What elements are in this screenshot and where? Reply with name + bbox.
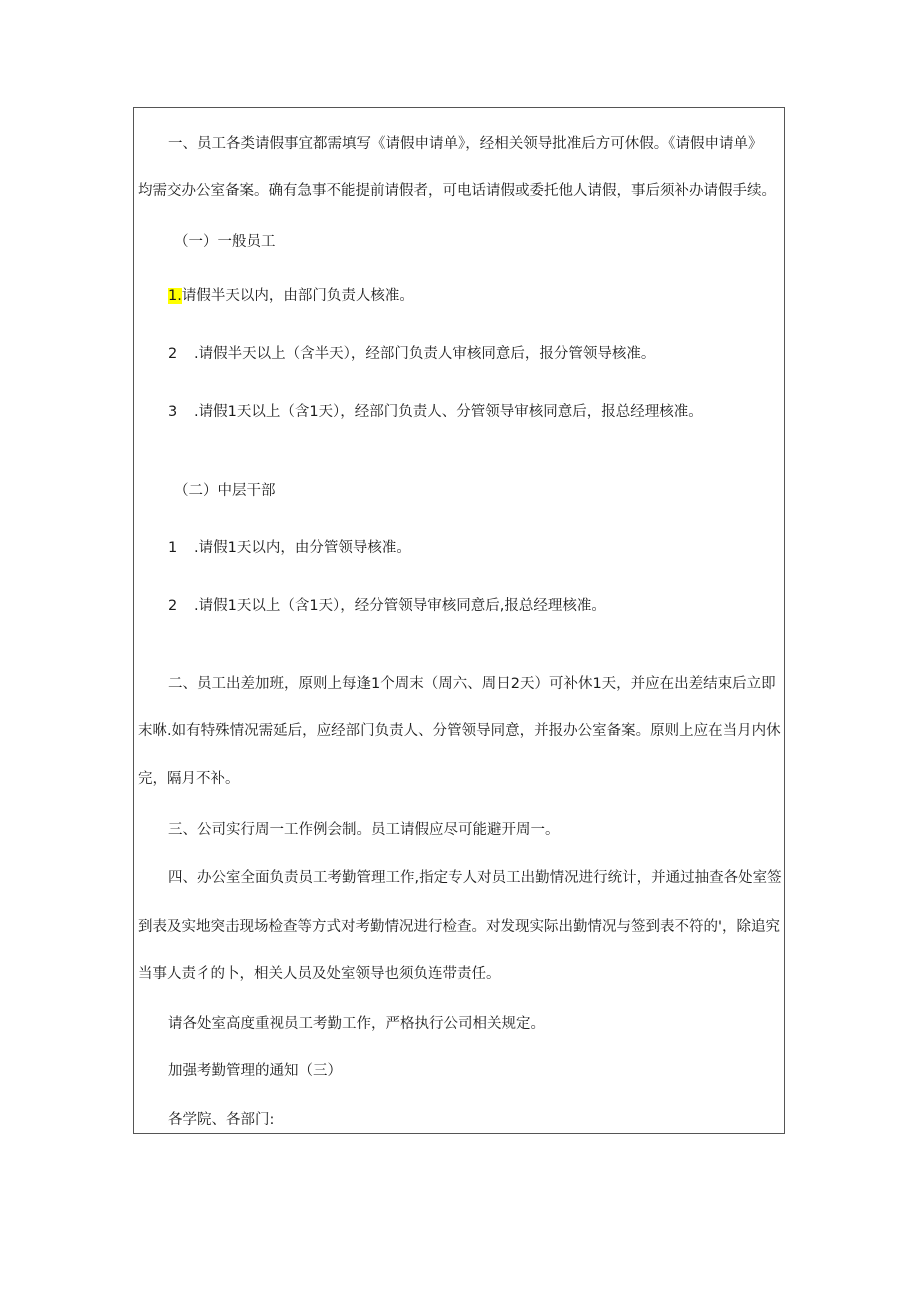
item-number: 1 xyxy=(168,540,178,556)
item-text: .请假半天以上（含半天），经部门负责人审核同意后，报分管领导核准。 xyxy=(194,346,656,362)
paragraph-1-line-1: 一、员工各类请假事宜都需填写《请假申请单》，经相关领导批准后方可休假。《请假申请单》 xyxy=(168,136,763,152)
paragraph-5: 请各处室高度重视员工考勤工作，严格执行公司相关规定。 xyxy=(168,1016,545,1032)
section-2-item-2 xyxy=(134,596,606,616)
item-text: 请假半天以内，由部门负责人核准。 xyxy=(181,288,414,304)
item-text: .请假1天以上（含1天），经部门负责人、分管领导审核同意后，报总经理核准。 xyxy=(194,404,703,420)
section-1-item-3 xyxy=(134,402,703,422)
paragraph-3: 三、公司实行周一工作例会制。员工请假应尽可能避开周一。 xyxy=(168,822,560,838)
section-1-item-2 xyxy=(134,344,655,364)
item-number: 3 xyxy=(168,404,178,420)
salutation: 各学院、各部门: xyxy=(168,1112,275,1128)
paragraph-4-line-1: 四、办公室全面负责员工考勤管理工作,指定专人对员工出勤情况进行统计，并通过抽查各处室签 xyxy=(168,870,782,886)
paragraph-2-line-3: 完，隔月不补。 xyxy=(138,771,240,787)
paragraph-1-line-2: 均需交办公室备案。确有急事不能提前请假者，可电话请假或委托他人请假，事后须补办请假手续。 xyxy=(138,183,776,199)
next-notice-heading: 加强考勤管理的通知（三） xyxy=(168,1063,342,1079)
paragraph-2-line-2: 末咻.如有特殊情况需延后，应经部门负责人、分管领导同意，并报办公室备案。原则上应在当月内休 xyxy=(138,723,781,739)
section-1-item-1 xyxy=(134,286,414,306)
paragraph-4-line-2: 到表及实地突击现场检查等方式对考勤情况进行检查。对发现实际出勤情况与签到表不符的'，除追究 xyxy=(138,919,780,935)
section-1-title: （一）一般员工 xyxy=(174,234,276,250)
paragraph-2-line-1: 二、员工出差加班，原则上每逢1个周末（周六、周日2天）可补休1天，并应在出差结束后立即 xyxy=(168,676,776,692)
item-number: 2 xyxy=(168,598,178,614)
section-2-item-1 xyxy=(134,538,411,558)
item-number: 2 xyxy=(168,346,178,362)
item-text: .请假1天以上（含1天），经分管领导审核同意后,报总经理核准。 xyxy=(194,598,606,614)
item-number-highlight: 1. xyxy=(168,288,182,304)
item-text: .请假1天以内，由分管领导核准。 xyxy=(194,540,411,556)
paragraph-4-line-3: 当事人责彳的卜，相关人员及处室领导也须负连带责任。 xyxy=(138,966,501,982)
section-2-title: （二）中层干部 xyxy=(174,483,276,499)
document-frame xyxy=(133,107,785,1134)
